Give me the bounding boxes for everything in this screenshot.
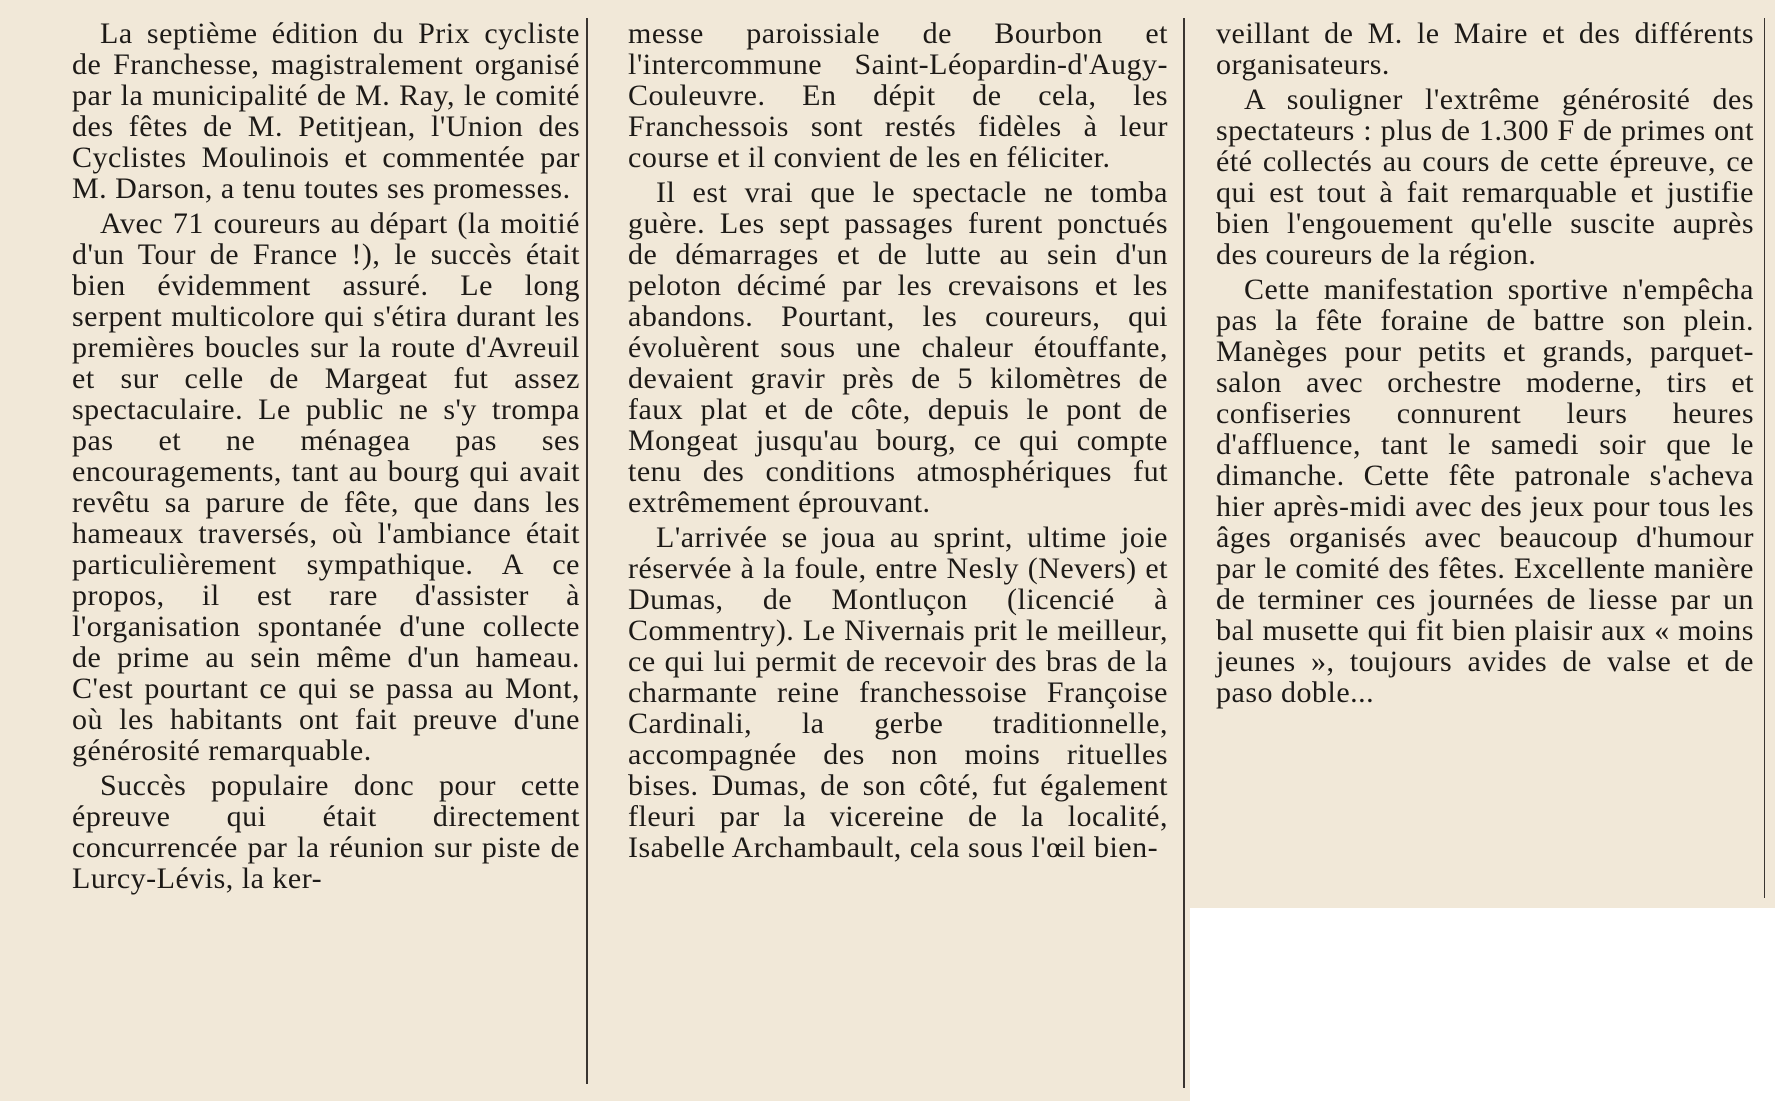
article-column-2: [628, 18, 1168, 867]
paragraph: Il est vrai que le spectacle ne tomba guère. Les sept passages furent ponctués de démarrages et de lutte au sein d'un peloton décimé par les crevaisons et les abandons. Pourtant, les coureurs, qui évoluèrent sous une chaleur étouffante, devaient gravir près de 5 kilomètres de faux plat et de côte, depuis le pont de Mongeat jusqu'au bourg, ce qui compte tenu des conditions atmosphériques fut extrêmement éprouvant.: [628, 176, 1168, 519]
paragraph: La septième édition du Prix cycliste de Franchesse, magistralement organisé par la municipalité de M. Ray, le comité des fêtes de M. Petitjean, l'Union des Cyclistes Moulinois et commentée par M. Darson, a tenu toutes ses promesses.: [72, 17, 580, 205]
column-rule: [586, 18, 588, 1084]
article-column-1: [72, 18, 580, 898]
paragraph: L'arrivée se joua au sprint, ultime joie réservée à la foule, entre Nesly (Nevers) et Dumas, de Montluçon (licencié à Commentry). Le Nivernais prit le meilleur, ce qui lui permit de recevoir des bras de la charmante reine franchessoise Françoise Cardinali, la gerbe traditionnelle, accompagnée des non moins rituelles bises. Dumas, de son côté, fut également fleuri par la vicereine de la localité, Isabelle Archambault, cela sous l'œil bien-: [628, 521, 1168, 864]
paragraph: Cette manifestation sportive n'empêcha pas la fête foraine de battre son plein. Manèges pour petits et grands, parquet-salon avec orchestre moderne, tirs et confiseries connurent leurs heures d'affluence, tant le samedi soir que le dimanche. Cette fête patronale s'acheva hier après-midi avec des jeux pour tous les âges organisés avec beaucoup d'humour par le comité des fêtes. Excellente manière de terminer ces journées de liesse par un bal musette qui fit bien plaisir aux « moins jeunes », toujours avides de valse et de paso doble...: [1216, 273, 1754, 709]
paragraph: Avec 71 coureurs au départ (la moitié d'un Tour de France !), le succès était bien évidemment assuré. Le long serpent multicolore qui s'étira durant les premières boucles sur la route d'Avreuil et sur celle de Margeat fut assez spectaculaire. Le public ne s'y trompa pas et ne ménagea pas ses encouragements, tant au bourg qui avait revêtu sa parure de fête, que dans les hameaux traversés, où l'ambiance était particulièrement sympathique. A ce propos, il est rare d'assister à l'organisation spontanée d'une collecte de prime au sein même d'un hameau. C'est pourtant ce qui se passa au Mont, où les habitants ont fait preuve d'une générosité remarquable.: [72, 207, 580, 767]
paragraph: messe paroissiale de Bourbon et l'intercommune Saint-Léopardin-d'Augy-Couleuvre. En dépit de cela, les Franchessois sont restés fidèles à leur course et il convient de les en féliciter.: [628, 17, 1168, 174]
paragraph: Succès populaire donc pour cette épreuve qui était directement concurrencée par la réunion sur piste de Lurcy-Lévis, la ker-: [72, 769, 580, 895]
article-column-3: [1216, 18, 1754, 712]
paragraph: A souligner l'extrême générosité des spectateurs : plus de 1.300 F de primes ont été collectés au cours de cette épreuve, ce qui est tout à fait remarquable et justifie bien l'engouement qu'elle suscite auprès des coureurs de la région.: [1216, 83, 1754, 271]
column-rule: [1764, 18, 1765, 898]
column-rule: [1183, 18, 1185, 1088]
paragraph: veillant de M. le Maire et des différents organisateurs.: [1216, 17, 1754, 81]
